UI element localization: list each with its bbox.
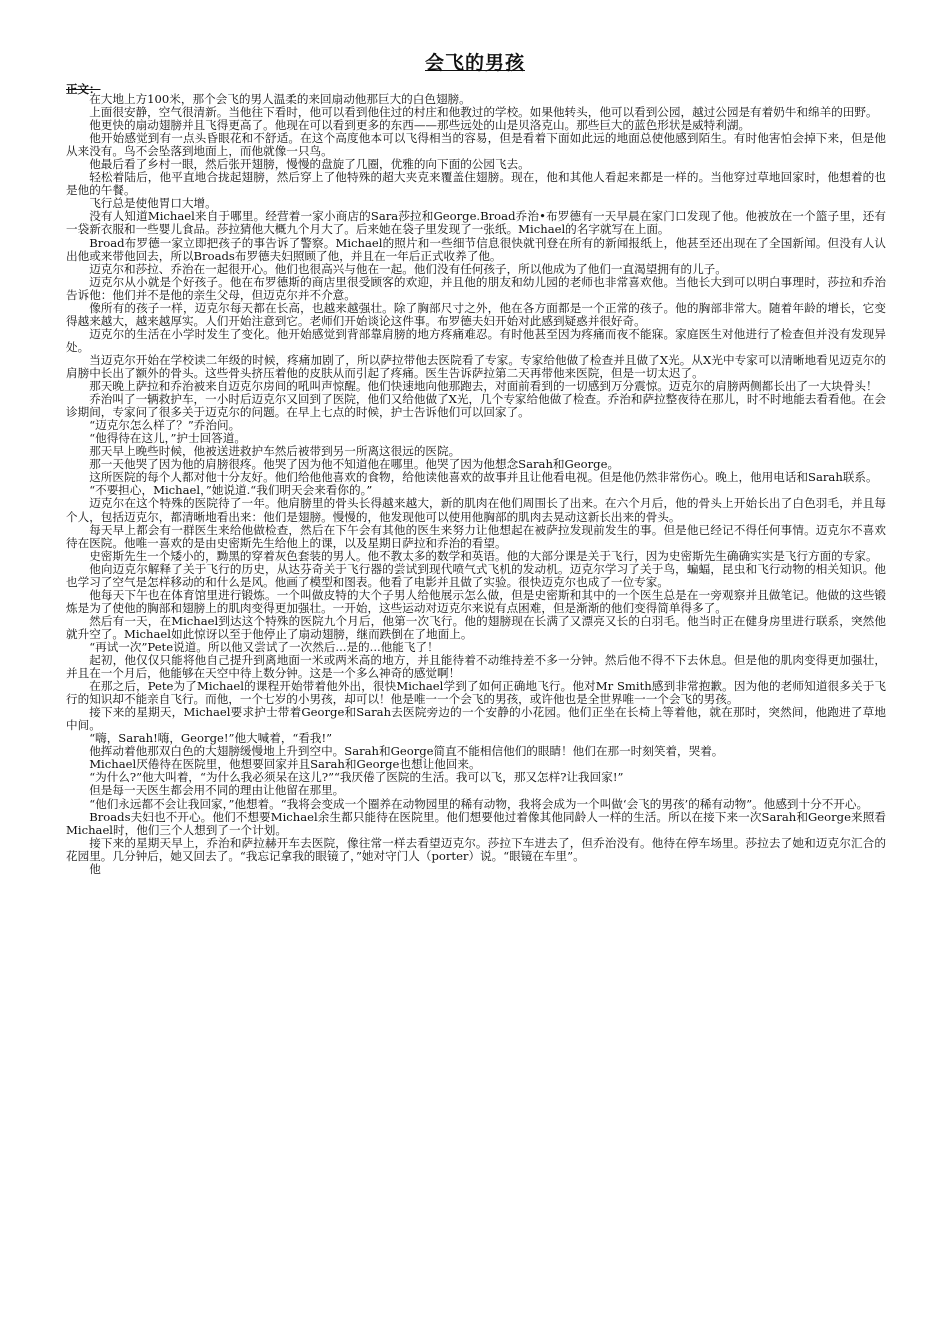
paragraph: “再试一次”Pete说道。所以他又尝试了一次然后...是的...他能飞了！ xyxy=(89,639,439,654)
paragraph: 在那之后，Pete为了Michael的课程开始带着他外出，很快Michael学到了如何正确地飞行。他对Mr Smith感到非常抱歉。因为他的老师知道很多关于飞行的知识却不能亲自飞行。而他，一个七岁的小男孩，却可以！他是唯一一个会飞的男孩，或许他也是全世界唯一一个会飞的男孩。 xyxy=(66,679,886,707)
section-label: 正文： xyxy=(66,82,101,96)
paragraph: 轻松着陆后，他平直地合拢起翅膀，然后穿上了他特殊的超大夹克来覆盖住翅膀。现在，他和其他人看起来都是一样的。当他穿过草地回家时，他想着的也是他的午餐。 xyxy=(66,170,886,198)
paragraph: 飞行总是使他胃口大增。 xyxy=(89,196,217,211)
paragraph: 迈克尔和莎拉、乔治在一起很开心。他们也很高兴与他在一起。他们没有任何孩子，所以他成为了他们一直渴望拥有的儿子。 xyxy=(89,261,727,276)
document-title: 会飞的男孩 xyxy=(424,52,525,74)
paragraph: 没有人知道Michael来自于哪里。经营着一家小商店的Sara莎拉和George.Broad乔治•布罗德有一天早晨在家门口发现了他。他被放在一个篮子里，还有一袋新衣服和一些婴儿食品。莎拉猜他大概九个月大了。后来她在袋子里发现了一张纸。Michael的名字就写在上面。 xyxy=(66,209,886,237)
document-body xyxy=(66,93,886,876)
paragraph: 那一天他哭了因为他的肩膀很疼。他哭了因为他不知道他在哪里。他哭了因为他想念Sarah和George。 xyxy=(89,457,620,472)
paragraph: 这所医院的每个人都对他十分友好。他们给他他喜欢的食物，给他读他喜欢的故事并且让他看电视。但是他仍然非常伤心。晚上，他用电话和Sarah联系。 xyxy=(89,470,878,485)
paragraph: “他得待在这儿，”护士回答道。 xyxy=(89,431,246,446)
paragraph: 像所有的孩子一样，迈克尔每天都在长高，也越来越强壮。除了胸部尺寸之外，他在各方面都是一个正常的孩子。他的胸部非常大。随着年龄的增长，它变得越来越大，越来越厚实。人们开始注意到它。老师们开始谈论这件事。布罗德夫妇开始对此感到疑惑并很好奇。 xyxy=(66,300,886,328)
paragraph: Broad布罗德一家立即把孩子的事告诉了警察。Michael的照片和一些细节信息很快就刊登在所有的新闻报纸上，他甚至还出现在了全国新闻。但没有人认出他或来带他回去，所以Broads布罗德夫妇照顾了他，并且在一年后正式收养了他。 xyxy=(66,235,886,263)
paragraph: 史密斯先生一个矮小的，黝黑的穿着灰色套装的男人。他不教太多的数学和英语。他的大部分课是关于飞行，因为史密斯先生确确实实是飞行方面的专家。 xyxy=(89,548,878,563)
paragraph: 迈克尔的生活在小学时发生了变化。他开始感觉到背部靠肩膀的地方疼痛难忍。有时他甚至因为疼痛而夜不能寐。家庭医生对他进行了检查但并没有发现异处。 xyxy=(66,326,886,354)
paragraph: 接下来的星期天早上，乔治和萨拉赫开车去医院，像往常一样去看望迈克尔。莎拉下车进去了，但乔治没有。他待在停车场里。莎拉去了她和迈克尔汇合的花园里。几分钟后，她又回去了。“我忘记拿我的眼镜了，”她对守门人（porter）说。“眼镜在车里”。 xyxy=(66,835,886,863)
paragraph: 他向迈克尔解释了关于飞行的历史，从达芬奇关于飞行器的尝试到现代喷气式飞机的发动机。迈克尔学习了关于鸟，蝙蝠，昆虫和飞行动物的相关知识。他也学习了空气是怎样移动的和什么是风。他画了模型和图表。他看了电影并且做了实验。很快迈克尔也成了一位专家。 xyxy=(66,561,886,589)
paragraph: 迈克尔从小就是个好孩子。他在布罗德斯的商店里很受顾客的欢迎，并且他的朋友和幼儿园的老师也非常喜欢他。当他长大到可以明白事理时，莎拉和乔治告诉他：他们并不是他的亲生父母，但迈克尔并不介意。 xyxy=(66,274,886,302)
paragraph: Michael厌倦待在医院里，他想要回家并且Sarah和George也想让他回来。 xyxy=(89,757,481,772)
paragraph: “嗨，Sarah!嗨，George!”他大喊着，“看我!” xyxy=(89,731,333,746)
paragraph: “为什么?”他大叫着，“为什么我必须呆在这儿?”“我厌倦了医院的生活。我可以飞，那又怎样?让我回家!” xyxy=(89,770,624,785)
paragraph: 乔治叫了一辆救护车，一小时后迈克尔又回到了医院，他们又给他做了X光，几个专家给他做了检查。乔治和萨拉整夜待在那儿，时不时地能去看看他。在会诊期间，专家问了很多关于迈克尔的问题。在早上七点的时候，护士告诉他们可以回家了。 xyxy=(66,392,886,420)
paragraph: 上面很安静，空气很清新。当他往下看时，他可以看到他住过的村庄和他教过的学校。如果他转头，他可以看到公园，越过公园是有着奶牛和绵羊的田野。 xyxy=(89,105,878,120)
paragraph: 他挥动着他那双白色的大翅膀缓慢地上升到空中。Sarah和George简直不能相信他们的眼睛！他们在那一时刻笑着，哭着。 xyxy=(89,744,724,759)
paragraph: “不要担心，Michael，”她说道.“我们明天会来看你的。” xyxy=(89,483,373,498)
paragraph: “迈克尔怎么样了？”乔治问。 xyxy=(89,418,241,433)
paragraph: 那天早上晚些时候，他被送进救护车然后被带到另一所离这很远的医院。 xyxy=(89,444,461,459)
paragraph: 迈克尔在这个特殊的医院待了一年。他肩膀里的骨头长得越来越大，新的肌肉在他们周围长了出来。在六个月后，他的骨头上开始长出了白色羽毛，并且每个人，包括迈克尔，都清晰地看出来：他们是翅膀。慢慢的，他发现他可以使用他胸部的肌肉去晃动这新长出来的骨头。 xyxy=(66,496,886,524)
paragraph: 在大地上方100米，那个会飞的男人温柔的来回扇动他那巨大的白色翅膀。 xyxy=(89,92,471,106)
paragraph: 他开始感觉到有一点头昏眼花和不舒适。在这个高度他本可以飞得相当的容易，但是看着下面如此远的地面总使他感到陌生。有时他害怕会掉下来，但是他从来没有。鸟不会坠落到地面上，而他就像一只鸟。 xyxy=(66,131,886,159)
paragraph: Broads夫妇也不开心。他们不想要Michael余生都只能待在医院里。他们想要他过着像其他同龄人一样的生活。所以在接下来一次Sarah和George来照看Michael时，他们三个人想到了一个计划。 xyxy=(66,809,886,837)
paragraph: 他更快的扇动翅膀并且飞得更高了。他现在可以看到更多的东西——那些远处的山是贝洛克山。那些巨大的蓝色形状是威特利湖。 xyxy=(89,118,751,133)
paragraph: 他 xyxy=(89,861,101,876)
paragraph: 但是每一天医生都会用不同的理由让他留在那里。 xyxy=(89,783,345,798)
paragraph: 每天早上都会有一群医生来给他做检查，然后在下午会有其他的医生来努力让他想起在被萨拉发现前发生的事。但是他已经记不得任何事情。迈克尔不喜欢待在医院。他唯一喜欢的是由史密斯先生给他上的课，以及星期日萨拉和乔治的看望。 xyxy=(66,522,886,550)
paragraph: “他们永远都不会让我回家，”他想着。“我将会变成一个圈养在动物园里的稀有动物，我将会成为一个叫做‘会飞的男孩’的稀有动物”。他感到十分不开心。 xyxy=(89,796,869,811)
paragraph: 当迈克尔开始在学校读二年级的时候，疼痛加剧了，所以萨拉带他去医院看了专家。专家给他做了检查并且做了X光。从X光中专家可以清晰地看见迈克尔的肩膀中长出了额外的骨头。这些骨头挤压着他的皮肤从而引起了疼痛。医生告诉萨拉第二天再带他来医院，但是一切太迟了。 xyxy=(66,352,886,380)
paragraph: 他每天下午也在体育馆里进行锻炼。一个叫做皮特的大个子男人给他展示怎么做，但是史密斯和其中的一个医生总是在一旁观察并且做笔记。他做的这些锻炼是为了使他的胸部和翅膀上的肌肉变得更加强壮。一开始，这些运动对迈克尔来说有点困难，但是渐渐的他们变得简单得多了。 xyxy=(66,587,886,615)
paragraph: 接下来的星期天，Michael要求护士带着George和Sarah去医院旁边的一个安静的小花园。他们正坐在长椅上等着他，就在那时，突然间，他跑进了草地中间。 xyxy=(66,705,886,733)
paragraph: 他最后看了乡村一眼，然后张开翅膀，慢慢的盘旋了几圈，优雅的向下面的公园飞去。 xyxy=(89,157,530,172)
paragraph: 起初，他仅仅只能将他自己提升到离地面一米或两米高的地方，并且能待着不动维持差不多一分钟。然后他不得不下去休息。但是他的肌肉变得更加强壮，并且在一个月后，他能够在天空中待上数分钟。这是一个多么神奇的感觉啊！ xyxy=(66,653,886,681)
paragraph: 那天晚上萨拉和乔治被来自迈克尔房间的吼叫声惊醒。他们快速地向他那跑去，对面前看到的一切感到万分震惊。迈克尔的肩膀两侧都长出了一大块骨头！ xyxy=(89,379,878,394)
paragraph: 然后有一天，在Michael到达这个特殊的医院九个月后，他第一次飞行。他的翅膀现在长满了又漂亮又长的白羽毛。他当时正在健身房里进行联系，突然他就升空了。Michael如此惊讶以至于他停止了扇动翅膀，继而跌倒在了地面上。 xyxy=(66,613,886,641)
